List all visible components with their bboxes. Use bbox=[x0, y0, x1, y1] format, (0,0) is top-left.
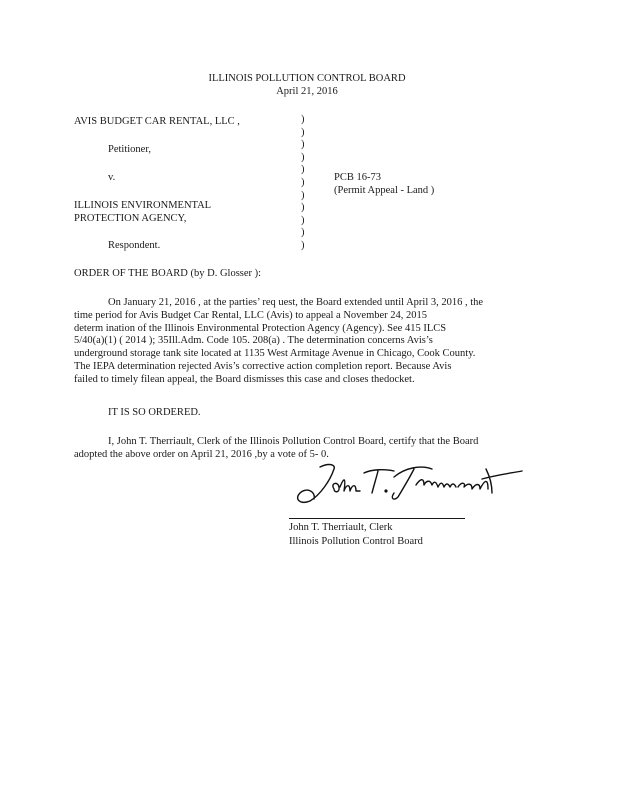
clerk-signature bbox=[290, 455, 525, 515]
caption-paren: ) bbox=[301, 214, 305, 226]
order-heading: ORDER OF THE BOARD (by D. Glosser ): bbox=[74, 268, 262, 279]
respondent-role: Respondent. bbox=[108, 240, 161, 251]
agency-title: ILLINOIS POLLUTION CONTROL BOARD bbox=[208, 73, 406, 84]
order-body-line: time period for Avis Budget Car Rental, LLC (Avis) to appeal a November 24, 2015 bbox=[74, 309, 428, 321]
order-body bbox=[74, 297, 530, 387]
order-body-line: underground storage tank site located at 1135 West Armitage Avenue in Chicago, Cook County. bbox=[74, 348, 476, 360]
order-body-line: 5/40(a)(1) ( 2014 ); 35Ill.Adm. Code 105. 208(a) . The determination concerns Avis’s bbox=[74, 335, 433, 347]
caption-paren: ) bbox=[301, 239, 305, 251]
certification-line2: adopted the above order on April 21, 2016 ,by a vote of 5- 0. bbox=[74, 449, 329, 460]
petitioner-name: AVIS BUDGET CAR RENTAL, LLC , bbox=[74, 116, 240, 127]
caption-parentheses bbox=[301, 114, 311, 253]
versus: v. bbox=[108, 172, 116, 183]
order-body-line: On January 21, 2016 , at the parties’ req uest, the Board extended until April 3, 2016 , the bbox=[108, 297, 484, 308]
certification-line1: I, John T. Therriault, Clerk of the Illinois Pollution Control Board, certify that the Board bbox=[108, 436, 479, 447]
caption-paren: ) bbox=[301, 164, 305, 176]
clerk-name-title: John T. Therriault, Clerk bbox=[289, 522, 393, 533]
caption-paren: ) bbox=[301, 151, 305, 163]
caption-paren: ) bbox=[301, 114, 305, 125]
respondent-name-line1: ILLINOIS ENVIRONMENTAL bbox=[74, 200, 212, 211]
order-date: April 21, 2016 bbox=[276, 86, 338, 97]
order-body-line: failed to timely filean appeal, the Board dismisses this case and closes thedocket. bbox=[74, 373, 415, 385]
caption-paren: ) bbox=[301, 176, 305, 188]
caption-paren: ) bbox=[301, 227, 305, 239]
caption-paren: ) bbox=[301, 126, 305, 138]
case-type: (Permit Appeal - Land ) bbox=[334, 185, 435, 196]
caption-paren: ) bbox=[301, 139, 305, 151]
caption-paren: ) bbox=[301, 202, 305, 214]
case-number: PCB 16-73 bbox=[334, 172, 381, 183]
petitioner-role: Petitioner, bbox=[108, 144, 152, 155]
signature-line bbox=[289, 518, 465, 519]
order-closing: IT IS SO ORDERED. bbox=[108, 407, 201, 418]
clerk-organization: Illinois Pollution Control Board bbox=[289, 536, 423, 547]
order-body-line: The IEPA determination rejected Avis’s corrective action completion report. Because Avis bbox=[74, 360, 452, 372]
order-body-line: determ ination of the Illinois Environmental Protection Agency (Agency). See 415 ILCS bbox=[74, 322, 447, 334]
respondent-name-line2: PROTECTION AGENCY, bbox=[74, 213, 187, 224]
caption-paren: ) bbox=[301, 189, 305, 201]
